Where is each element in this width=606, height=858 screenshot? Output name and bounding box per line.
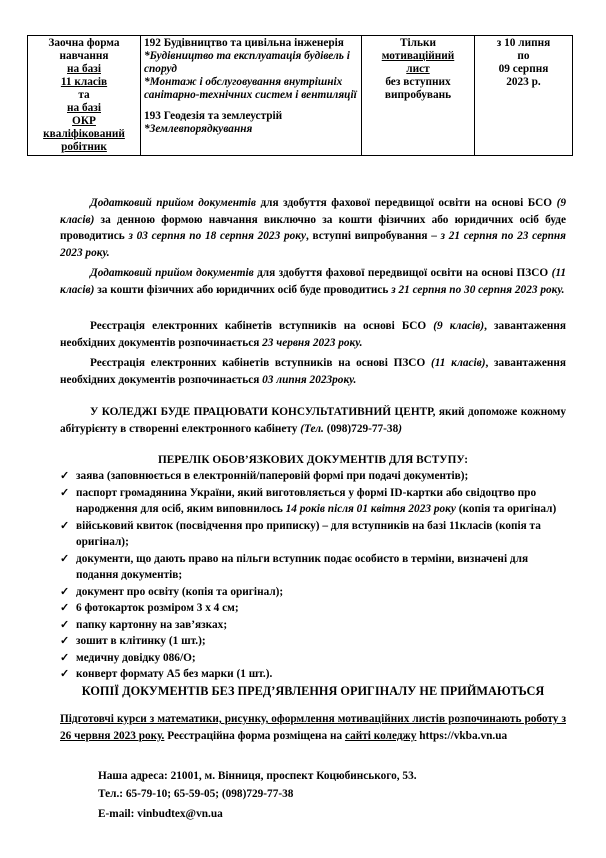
checkmark-icon: ✓ xyxy=(60,635,70,647)
study-form-line: на базі xyxy=(67,102,101,114)
document-list-item: ✓ 6 фотокарток розміром 3 х 4 см; xyxy=(60,600,570,617)
requirements-cell xyxy=(362,36,475,156)
date-line: по xyxy=(517,50,530,62)
checkmark-icon: ✓ xyxy=(60,651,70,664)
registration-pzso-paragraph: Реєстрація електронних кабінетів вступників на основі ПЗСО (11 класів), завантаження необхідних документів розпочинається 03 липня 2023року. xyxy=(60,357,566,386)
study-form-line: та xyxy=(78,89,90,101)
document-list-item: ✓ папку картонну на зав’язках; xyxy=(60,617,570,634)
checkmark-icon: ✓ xyxy=(60,470,70,482)
courses-paragraph: Підготовчі курси з математики, рисунку, оформлення мотиваційних листів розпочинають роботу з 26 червня 2023 року. Реєстраційна форма розміщена на сайті коледжу https://vkba.vn.ua xyxy=(60,713,566,742)
study-form-line: ОКР xyxy=(72,115,96,127)
document-list-item: ✓ паспорт громадянина України, який виготовляється у формі ID-картки або свідоцтво про народження для осіб, яким виповнилось 14 років після 01 квітня 2023 року (копія та оригінал) xyxy=(60,486,557,515)
phone-line: Тел.: 65-79-10; 65-59-05; (098)729-77-38 xyxy=(98,788,294,800)
document-list-item: ✓ конверт формату А5 без марки (1 шт.). xyxy=(60,666,570,683)
checkmark-icon: ✓ xyxy=(60,668,70,680)
specialty-program: *Будівництво та експлуатація будівель і споруд xyxy=(144,50,350,75)
additional-admission-pzso-paragraph: Додатковий прийом документів для здобуття фахової передвищої освіти на основі ПЗСО (11 класів) за кошти фізичних або юридичних осіб буде проводитись з 21 серпня по 30 серпня 2023 року. xyxy=(60,267,567,296)
email-line: E-mail: vinbudtex@vn.ua xyxy=(98,808,223,820)
registration-bso-paragraph: Реєстрація електронних кабінетів вступників на основі БСО (9 класів), завантаження необхідних документів розпочинається 23 червня 2023 року. xyxy=(60,320,566,349)
study-form-line: на базі xyxy=(67,63,101,75)
specialty-title: 193 Геодезія та землеустрій xyxy=(144,110,283,122)
requirement-line: лист xyxy=(406,63,430,75)
specialties-cell xyxy=(141,36,362,156)
requirement-line: випробувань xyxy=(384,89,452,101)
document-list-item: ✓ медичну довідку 086/О; xyxy=(60,650,570,667)
courses-announcement: Підготовчі курси з математики, рисунку, оформлення мотиваційних листів розпочинають роботу з 26 червня 2023 року. xyxy=(60,713,566,742)
study-form-line: 11 класів xyxy=(60,76,108,88)
study-form-line: робітник xyxy=(61,141,107,153)
specialty-title: 192 Будівництво та цивільна інженерія xyxy=(144,37,344,49)
study-form-line: кваліфікований xyxy=(43,128,125,140)
documents-list xyxy=(60,468,570,683)
requirement-line: Тільки xyxy=(399,37,436,49)
college-site-link-label[interactable]: сайті коледжу xyxy=(344,729,417,742)
document-list-item: ✓ зошит в клітинку (1 шт.); xyxy=(60,633,570,650)
copies-note: КОПІЇ ДОКУМЕНТІВ БЕЗ ПРЕД’ЯВЛЕННЯ ОРИГІНАЛУ НЕ ПРИЙМАЮТЬСЯ xyxy=(81,684,545,698)
specialty-program: *Монтаж і обслуговування внутрішніх санітарно-технічних систем і вентиляції xyxy=(144,76,357,101)
date-line: 2023 р. xyxy=(506,76,541,88)
study-form-line: Заочна форма xyxy=(48,37,120,49)
table-row xyxy=(28,36,573,156)
specialty-program: *Землевпорядкування xyxy=(144,123,253,135)
additional-admission-bso-paragraph: Додатковий прийом документів для здобуття фахової передвищої освіти на основі БСО (9 класів) за денною формою навчання виключно за кошти фізичних або юридичних осіб буде проводитись з 03 серпня по 18 серпня 2023 року, вступні випробування – з 21 серпня по 23 серпня 2023 року. xyxy=(60,197,567,259)
admission-table xyxy=(27,35,573,156)
document-list-item: ✓ документ про освіту (копія та оригінал); xyxy=(60,584,570,601)
study-form-line: навчання xyxy=(59,50,109,62)
document-list-item: ✓ документи, що дають право на пільги вступник подає особисто в терміни, визначені для подання документів; xyxy=(60,552,529,581)
requirement-line: мотиваційний xyxy=(381,50,455,62)
checkmark-icon: ✓ xyxy=(60,486,70,499)
consultation-center-paragraph: У КОЛЕДЖІ БУДЕ ПРАЦЮВАТИ КОНСУЛЬТАТИВНИЙ ЦЕНТР, який допоможе кожному абітурієнту в створенні електронного кабінету (Тел. (098)729-77-38) xyxy=(60,406,566,435)
document-list-item: ✓ військовий квиток (посвідчення про приписку) – для вступників на базі 11класів (копія та оригінал); xyxy=(60,519,541,548)
college-site-link[interactable]: https://vkba.vn.ua xyxy=(416,729,508,742)
checkmark-icon: ✓ xyxy=(60,602,70,614)
document-list-item: ✓ заява (заповнюється в електронній/паперовій формі при подачі документів); xyxy=(60,468,570,485)
requirement-line: без вступних xyxy=(385,76,451,88)
address-line: Наша адреса: 21001, м. Вінниця, проспект Коцюбинського, 53. xyxy=(98,770,417,782)
checkmark-icon: ✓ xyxy=(60,552,70,565)
checkmark-icon: ✓ xyxy=(60,618,70,631)
checkmark-icon: ✓ xyxy=(60,585,70,598)
checkmark-icon: ✓ xyxy=(60,519,70,532)
date-line: з 10 липня xyxy=(496,37,551,49)
documents-list-title: ПЕРЕЛІК ОБОВ’ЯЗКОВИХ ДОКУМЕНТІВ ДЛЯ ВСТУПУ: xyxy=(157,454,468,466)
date-line: 09 серпня xyxy=(498,63,549,75)
dates-cell xyxy=(475,36,573,156)
study-form-cell xyxy=(28,36,141,156)
